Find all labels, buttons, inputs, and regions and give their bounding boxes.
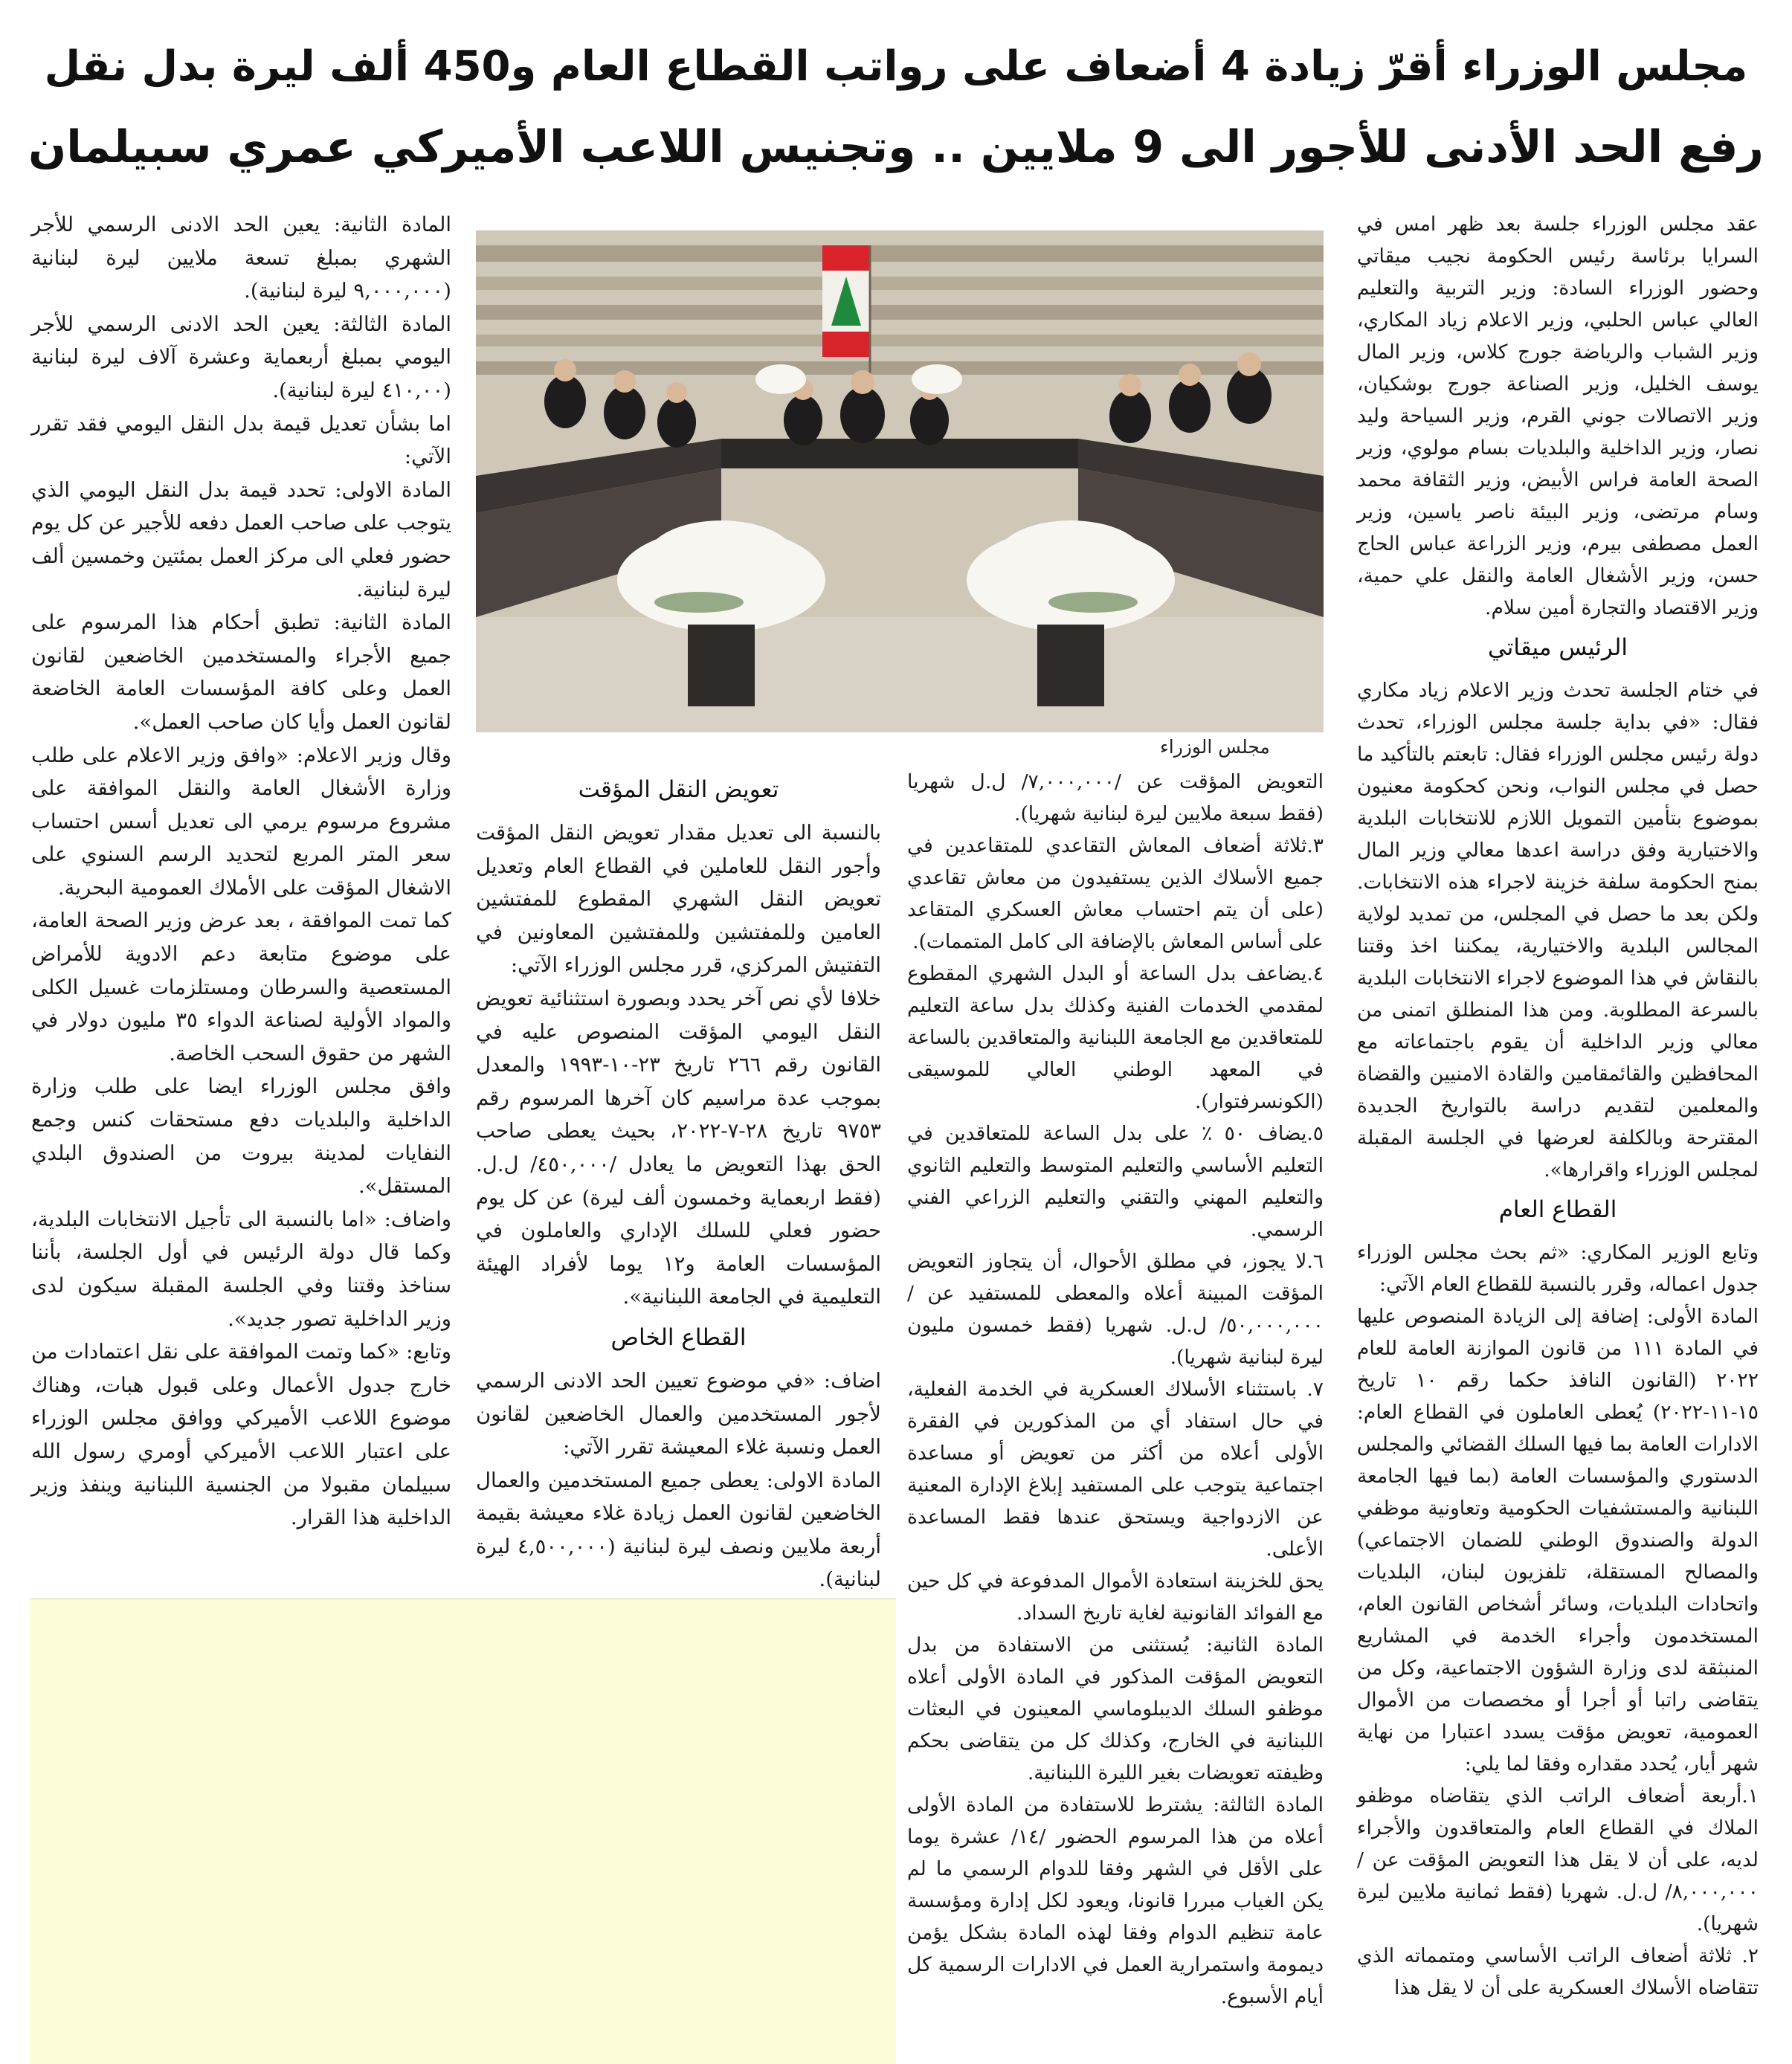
subheading-prime-minister: الرئيس ميقاتي — [1487, 634, 1628, 661]
article-column-3 — [476, 766, 881, 1596]
advertisement-space — [30, 1599, 896, 2064]
paragraph: في ختام الجلسة تحدث وزير الاعلام زياد مكاري فقال: «في بداية جلسة مجلس الوزراء، تحدث دولة رئيس مجلس الوزراء فقال: تابعتم بالتأكيد ما حصل في مجلس النواب، ونحن كحكومة معنيون بموضوع بتأمين التمويل اللازم للانتخابات البلدية والاختيارية وفق دراسة اعدها معالي وزير المال بمنح الحكومة سلفة خزينة لاجراء هذه الانتخابات. ولكن بعد ما حصل في المجلس، من تمديد لولاية المجالس البلدية والاختيارية، يمكننا اخذ وقتنا بالنقاش في هذا الموضوع لاجراء الانتخابات البلدية بالسرعة المطلوبة. ومن هذا المنطلق اتمنى من معالي وزير الداخلية أن يقوم باجتماعاته مع المحافظين والقائمقامين والقادة الامنيين والقضاة والمعلمين لتقديم دراسة بالتواريخ الجديدة المقترحة وبالكلفة لعرضها في الجلسة المقبلة لمجلس الوزراء واقرارها». — [1357, 679, 1759, 1181]
subheading-transport-allowance: تعويض النقل المؤقت — [578, 776, 779, 803]
article-column-4 — [31, 208, 451, 1535]
headline — [22, 27, 1770, 187]
paragraph: ٧. باستثناء الأسلاك العسكرية في الخدمة الفعلية، في حال استفاد أي من المذكورين في الفقرة الأولى أعلاه من أكثر من تعويض أو مساعدة اجتماعية يتوجب على المستفيد إبلاغ الإدارة المعنية عن الازدواجية ويستحق عندها فقط المساعدة الأعلى. — [907, 1378, 1324, 1561]
paragraph: وقال وزير الاعلام: «وافق وزير الاعلام على طلب وزارة الأشغال العامة والنقل الموافقة على مشروع مرسوم يرمي الى تعديل أسس احتساب سعر المتر المربع لتحديد الرسم السنوي على الاشغال المؤقت على الأملاك العمومية البحرية. — [31, 743, 451, 900]
paragraph: ٦.لا يجوز، في مطلق الأحوال، أن يتجاوز التعويض المؤقت المبينة أعلاه والمعطى للمستفيد عن /٥٠,٠٠٠,٠٠٠/ ل.ل. شهريا (فقط خمسون مليون ليرة لبنانية شهريا). — [907, 1250, 1324, 1369]
paragraph: وتابع الوزير المكاري: «ثم بحث مجلس الوزراء جدول اعماله، وقرر بالنسبة للقطاع العام الآتي: — [1357, 1241, 1759, 1296]
headline-line-1: مجلس الوزراء أقرّ زيادة 4 أضعاف على رواتب القطاع العام و450 ألف ليرة بدل نقل — [44, 42, 1748, 91]
paragraph: المادة الثانية: يعين الحد الادنى الرسمي للأجر الشهري بمبلغ تسعة ملايين ليرة لبنانية (٩,٠٠٠,٠٠٠ ليرة لبنانية). — [31, 213, 451, 303]
paragraph: اضاف: «في موضوع تعيين الحد الادنى الرسمي لأجور المستخدمين والعمال الخاضعين لقانون العمل ونسبة غلاء المعيشة تقرر الآتي: — [476, 1368, 881, 1460]
paragraph: المادة الثالثة: يعين الحد الادنى الرسمي للأجر اليومي بمبلغ أربعماية وعشرة آلاف ليرة لبنانية (٤١٠,٠٠ ليرة لبنانية). — [31, 312, 451, 402]
paragraph: ٢. ثلاثة أضعاف الراتب الأساسي ومتمماته الذي تتقاضاه الأسلاك العسكرية على أن لا يقل هذا — [1357, 1944, 1759, 1999]
intro-paragraph: عقد مجلس الوزراء جلسة بعد ظهر امس في السرايا برئاسة رئيس الحكومة نجيب ميقاتي وحضور الوزراء السادة: وزير التربية والتعليم العالي عباس الحلبي، وزير الاعلام زياد المكاري، وزير الشباب والرياضة جورج كلاس، وزير المال يوسف الخليل، وزير الصناعة جورج بوشكيان، وزير الاتصالات جوني القرم، وزير السياحة وليد نصار، وزير الداخلية والبلديات بسام مولوي، وزير الصحة العامة فراس الأبيض، وزير الثقافة محمد وسام مرتضى، وزير البيئة ناصر ياسين، وزير العمل مصطفى بيرم، وزير الزراعة عباس الحاج حسن، وزير الأشغال العامة والنقل علي حمية، وزير الاقتصاد والتجارة أمين سلام. — [1357, 213, 1759, 619]
paragraph: كما تمت الموافقة ، بعد عرض وزير الصحة العامة، على موضوع متابعة دعم الادوية للأمراض المستعصية والسرطان ومستلزمات غسيل الكلى والمواد الأولية لصناعة الدواء ٣٥ مليون دولار في الشهر من حقوق السحب الخاصة. — [31, 909, 451, 1065]
paragraph: يحق للخزينة استعادة الأموال المدفوعة في كل حين مع الفوائد القانونية لغاية تاريخ السداد. — [907, 1570, 1324, 1625]
paragraph: خلافا لأي نص آخر يحدد وبصورة استثنائية تعويض النقل اليومي المؤقت المنصوص عليه في القانون رقم ٢٦٦ تاريخ ٢٣-١٠-١٩٩٣ والمعدل بموجب عدة مراسيم كان آخرها المرسوم رقم ٩٧٥٣ تاريخ ٢٨-٧-٢٠٢٢، بحيث يعطى صاحب الحق بهذا التعويض ما يعادل /٤٥٠,٠٠٠/ ل.ل. (فقط اربعماية وخمسون ألف ليرة) عن كل يوم حضور فعلي للسلك الإداري والعاملون في المؤسسات العامة و١٢ يوما لأفراد الهيئة التعليمية في الجامعة اللبنانية». — [476, 986, 882, 1309]
paragraph: المادة الثانية: يُستثنى من الاستفادة من بدل التعويض المؤقت المذكور في المادة الأولى أعلاه موظفو السلك الديبلوماسي المعينون في البعثات اللبنانية في الخارج، وكذلك كل من يتقاضى بحكم وظيفته تعويضات بغير الليرة اللبنانية. — [907, 1634, 1324, 1784]
paragraph: بالنسبة الى تعديل مقدار تعويض النقل المؤقت وأجور النقل للعاملين في القطاع العام وتعديل تعويض النقل الشهري المقطوع للمفتشين العامين وللمفتشين وللمفتشين المعاونين في التفتيش المركزي، قرر مجلس الوزراء الآتي: — [476, 821, 881, 978]
article-column-2 — [907, 766, 1324, 2013]
paragraph: وتابع: «كما وتمت الموافقة على نقل اعتمادات من خارج جدول الأعمال وعلى قبول هبات، وهناك موضوع اللاعب الأميركي ووافق مجلس الوزراء على اعتبار اللاعب الأميركي أومري رسول الله سبيلمان مقبولا من الجنسية اللبنانية وينفذ وزير الداخلية هذا القرار. — [31, 1340, 451, 1530]
subheading-public-sector: القطاع العام — [1498, 1196, 1617, 1223]
paragraph: ٥.يضاف ٥٠ ٪ على بدل الساعة للمتعاقدين في التعليم الأساسي والتعليم المتوسط والتعليم الثانوي والتعليم المهني والتقني والتعليم الزراعي الفني الرسمي. — [907, 1122, 1324, 1241]
paragraph: المادة الثالثة: يشترط للاستفادة من المادة الأولى أعلاه من هذا المرسوم الحضور /١٤/ عشرة يوما على الأقل في الشهر وفقا للدوام الرسمي ما لم يكن الغياب مبررا قانونا، ويعود لكل إدارة ومؤسسة عامة تنظيم الدوام وفقا لهذه المادة بشكل يؤمن ديمومة واستمرارية العمل في الادارات الرسمية كل أيام الأسبوع. — [907, 1793, 1324, 2008]
paragraph: ٤.يضاعف بدل الساعة أو البدل الشهري المقطوع لمقدمي الخدمات الفنية وكذلك بدل ساعة التعليم للمتعاقدين مع الجامعة اللبنانية والمتعاقدين بالساعة في المعهد الوطني العالي للموسيقى (الكونسرفتوار). — [907, 962, 1324, 1113]
paragraph: المادة الثانية: تطبق أحكام هذا المرسوم على جميع الأجراء والمستخدمين الخاضعين لقانون العمل وعلى كافة المؤسسات العامة الخاضعة لقانون العمل وأيا كان صاحب العمل». — [31, 610, 451, 734]
subheading-private-sector: القطاع الخاص — [610, 1323, 747, 1351]
cabinet-meeting-photo — [476, 230, 1324, 732]
paragraph: التعويض المؤقت عن /٧,٠٠٠,٠٠٠/ ل.ل شهريا (فقط سبعة ملايين ليرة لبنانية شهريا). — [907, 770, 1324, 825]
headline-line-2: رفع الحد الأدنى للأجور الى 9 ملايين .. وتجنيس اللاعب الأميركي عمري سبيلمان — [28, 121, 1764, 173]
paragraph: المادة الاولى: تحدد قيمة بدل النقل اليومي الذي يتوجب على صاحب العمل دفعه للأجير عن كل يوم حضور فعلي الى مركز العمل بمئتين وخمسين ألف ليرة لبنانية. — [31, 477, 451, 602]
paragraph: ٣.ثلاثة أضعاف المعاش التقاعدي للمتقاعدين في جميع الأسلاك الذين يستفيدون من معاش تقاعدي (على أن يتم احتساب معاش العسكري المتقاعد على أساس المعاش بالإضافة الى كامل المتممات). — [907, 834, 1324, 953]
article-column-1 — [1357, 208, 1759, 2004]
paragraph: واضاف: «اما بالنسبة الى تأجيل الانتخابات البلدية، وكما قال دولة الرئيس في أول الجلسة، بأننا سناخذ وقتنا وفي الجلسة المقبلة سيكون لدى وزير الداخلية تصور جديد». — [31, 1207, 451, 1331]
paragraph: اما بشأن تعديل قيمة بدل النقل اليومي فقد تقرر الآتي: — [31, 411, 451, 469]
paragraph: وافق مجلس الوزراء ايضا على طلب وزارة الداخلية والبلديات دفع مستحقات كنس وجمع النفايات لمدينة بيروت من الصندوق البلدي المستقل». — [31, 1074, 451, 1199]
photo-caption: مجلس الوزراء — [1160, 736, 1270, 758]
paragraph: المادة الاولى: يعطى جميع المستخدمين والعمال الخاضعين لقانون العمل زيادة غلاء معيشة بقيمة أربعة ملايين ونصف ليرة لبنانية (٤,٥٠٠,٠٠٠ ليرة لبنانية). — [476, 1468, 882, 1592]
paragraph: المادة الأولى: إضافة إلى الزيادة المنصوص عليها في المادة ١١١ من قانون الموازنة العامة للعام ٢٠٢٢ (القانون النافذ حكما رقم ١٠ تاريخ ١٥-١١-٢٠٢٢) يُعطى العاملون في القطاع العام: الادارات العامة بما فيها السلك القضائي والمجلس الدستوري والمؤسسات العامة (بما فيها الجامعة اللبنانية والمستشفيات الحكومية وتعاونية موظفي الدولة والصندوق الوطني للضمان الاجتماعي) والمصالح المستقلة، تلفزيون لبنان، البلديات واتحادات البلديات، وسائر أشخاص القانون العام، المستخدمون وأجراء الخدمة في المشاريع المنبثقة لدى وزارة الشؤون الاجتماعية، وكل من يتقاضى راتبا أو أجرا أو مخصصات من الأموال العمومية، تعويض مؤقت يسدد اعتبارا من نهاية شهر أيار، يُحدد مقداره وفقا لما يلي: — [1357, 1305, 1759, 1776]
paragraph: ١.أربعة أضعاف الراتب الذي يتقاضاه موظفو الملاك في القطاع العام والمتعاقدون والأجراء لديه، على أن لا يقل هذا التعويض المؤقت عن /٨,٠٠٠,٠٠٠/ ل.ل. شهريا (فقط ثمانية ملايين ليرة شهريا). — [1357, 1784, 1759, 1935]
